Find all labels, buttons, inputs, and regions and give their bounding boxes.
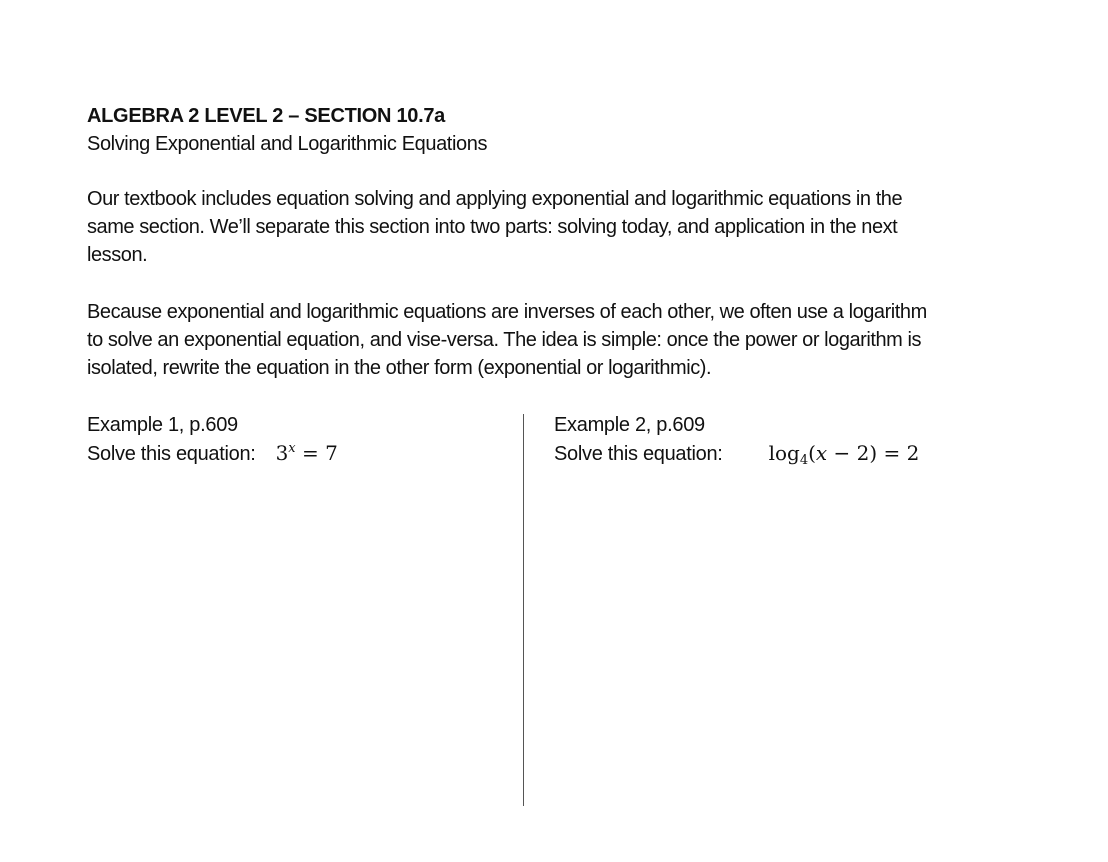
equation-var: x xyxy=(815,441,828,465)
equation-base: 3 xyxy=(275,441,289,465)
paragraph-line: same section. We’ll separate this section into two parts: solving today, and application in the next xyxy=(87,216,898,238)
example-prompt-row xyxy=(87,439,338,468)
paragraph-line: lesson. xyxy=(87,244,148,266)
equation-logarithmic xyxy=(769,439,920,467)
example-prompt: Solve this equation: xyxy=(554,443,723,465)
section-title: ALGEBRA 2 LEVEL 2 – SECTION 10.7a xyxy=(87,105,445,127)
equation-func: log xyxy=(768,441,800,465)
explanation-paragraph xyxy=(87,298,1037,382)
equation-exponent: x xyxy=(288,441,296,456)
example-prompt-row xyxy=(554,439,919,468)
example-heading: Example 1, p.609 xyxy=(87,414,238,436)
paragraph-line: Because exponential and logarithmic equations are inverses of each other, we often use a logarithm xyxy=(87,301,927,323)
section-subtitle: Solving Exponential and Logarithmic Equations xyxy=(87,133,488,155)
equation-subscript: 4 xyxy=(799,453,809,468)
equation-open: ( xyxy=(808,441,816,465)
example-prompt: Solve this equation: xyxy=(87,443,256,465)
intro-paragraph xyxy=(87,185,1037,269)
example-2 xyxy=(554,411,919,468)
equation-rest: = 7 xyxy=(295,441,338,465)
paragraph-line: isolated, rewrite the equation in the other form (exponential or logarithmic). xyxy=(87,357,712,379)
equation-exponential xyxy=(276,439,338,467)
column-divider xyxy=(523,414,524,806)
example-heading: Example 2, p.609 xyxy=(554,414,705,436)
paragraph-line: Our textbook includes equation solving and applying exponential and logarithmic equations in the xyxy=(87,188,903,210)
equation-middle: − 2) = 2 xyxy=(827,441,920,465)
paragraph-line: to solve an exponential equation, and vise-versa. The idea is simple: once the power or logarithm is xyxy=(87,329,922,351)
example-1 xyxy=(87,411,338,468)
